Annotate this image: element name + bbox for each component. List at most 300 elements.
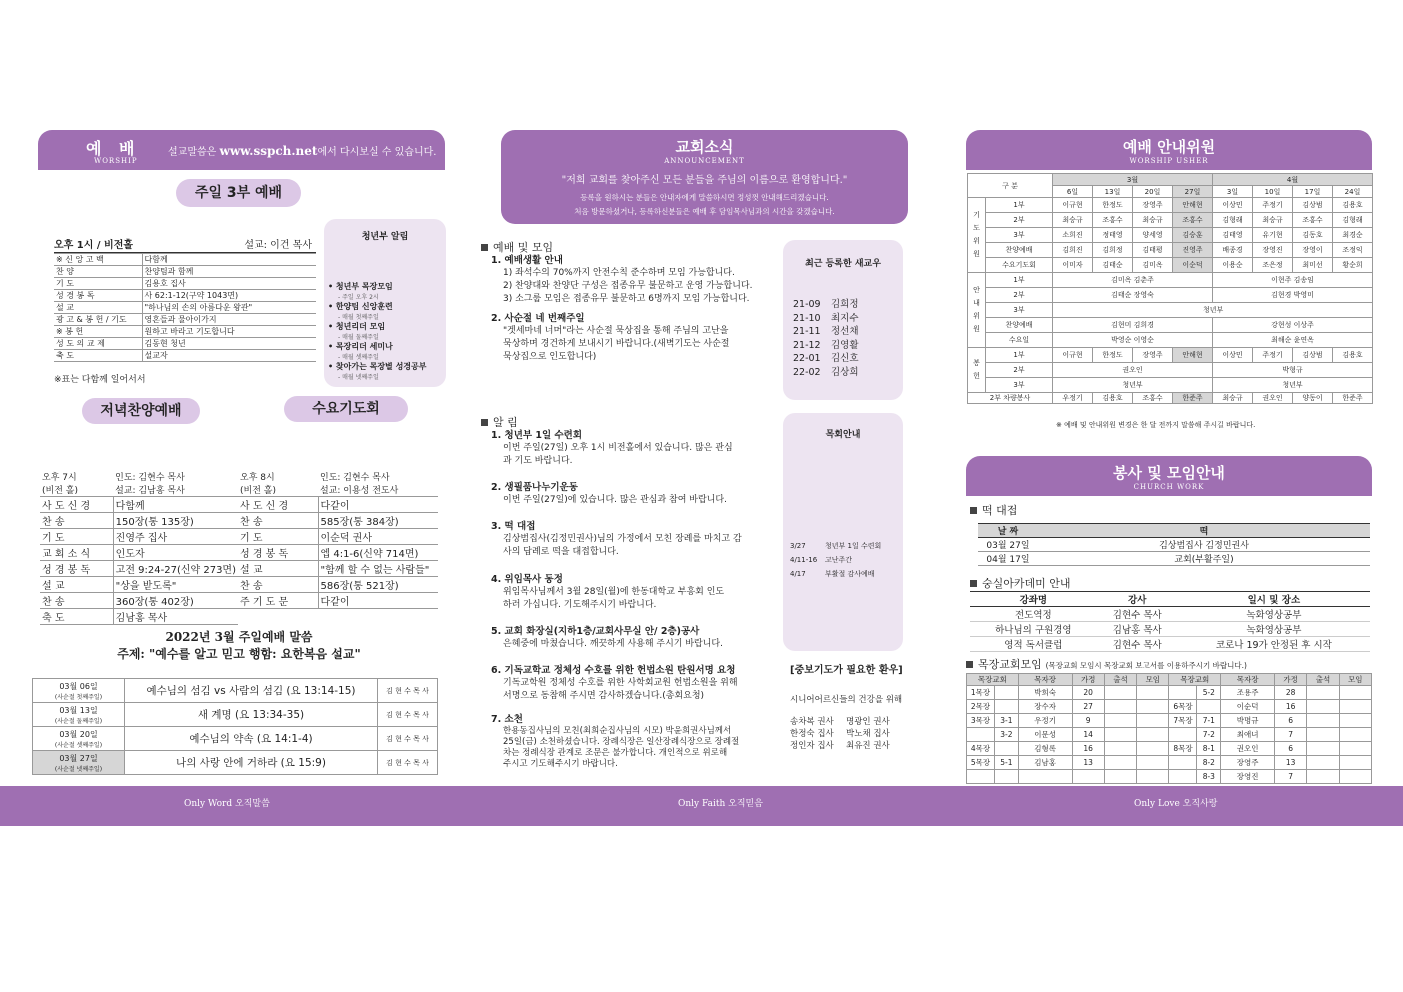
notices-content bbox=[481, 416, 781, 770]
order-label: 성 도 의 교 제 bbox=[54, 338, 142, 350]
cake-section bbox=[970, 502, 1017, 518]
notice-line: 위임목사님께서 3월 28일(월)에 한동대학교 부흥회 인도 bbox=[503, 587, 725, 597]
council-event: 부활절 감사예배 bbox=[825, 570, 875, 578]
notice-line: 25일(금) 소천하셨습니다. 장례식장은 일산장례식장으로 장례절 bbox=[503, 737, 740, 747]
usher-name: 조홍수 bbox=[1133, 393, 1173, 404]
mok-leader: 김남홍 bbox=[1018, 756, 1072, 770]
usher-name: 이규현 bbox=[1053, 348, 1093, 363]
mok-name bbox=[967, 728, 995, 742]
worship-header bbox=[38, 130, 445, 170]
order-value: 엡 4:1-6(신약 714면) bbox=[318, 545, 438, 561]
usher-role: 3부 bbox=[986, 228, 1053, 243]
order-value: 586장(통 521장) bbox=[318, 577, 438, 593]
website-url[interactable]: www.sspch.net bbox=[219, 144, 318, 158]
mok-leader: 박명규 bbox=[1221, 714, 1275, 728]
usher-name: 김미옥 bbox=[1133, 258, 1173, 273]
prayer-name: 정인자 집사 bbox=[790, 741, 834, 751]
mok-meeting bbox=[1137, 700, 1169, 714]
sermon-title: 예수님의 약속 (요 14:1-4) bbox=[125, 727, 378, 751]
mok-family: 6 bbox=[1275, 714, 1307, 728]
sermon-date-sub: (사순절 첫째주일) bbox=[54, 693, 103, 701]
academy-table bbox=[970, 591, 1370, 652]
table-row bbox=[40, 497, 238, 513]
order-value: 진영주 집사 bbox=[113, 529, 238, 545]
academy-cell: 김남홍 목사 bbox=[1097, 622, 1178, 637]
usher-name: 진영주 bbox=[1173, 243, 1213, 258]
usher-name: 안해현 bbox=[1173, 348, 1213, 363]
cake-label: 떡 대접 bbox=[982, 504, 1018, 517]
section-worship-meeting bbox=[481, 241, 781, 254]
usher-name: 안해현 bbox=[1173, 198, 1213, 213]
order-value: 다같이 bbox=[318, 593, 438, 609]
mok-sub: 7-2 bbox=[1197, 728, 1221, 742]
newcomer-box bbox=[783, 240, 903, 400]
cake-row bbox=[978, 538, 1370, 552]
mok-sub: 3-2 bbox=[995, 728, 1019, 742]
mok-family: 7 bbox=[1275, 728, 1307, 742]
notice-line: 차는 정례식장 관계로 조문은 불가합니다. 개인적으로 위로해 bbox=[503, 748, 728, 758]
wednesday-prayer-label: 수요기도회 bbox=[284, 396, 408, 422]
sermon-date-main: 03월 20일 bbox=[59, 729, 98, 739]
usher-name: 강현성 이상주 bbox=[1213, 318, 1373, 333]
newcomer-name: 김희정 bbox=[831, 299, 859, 310]
order-label: 주 기 도 문 bbox=[238, 593, 318, 609]
usher-role: 찬양예배 bbox=[986, 243, 1053, 258]
cake-row bbox=[978, 552, 1370, 566]
academy-section bbox=[970, 575, 1071, 591]
sermon-date-sub: (사순절 둘째주일) bbox=[54, 717, 103, 725]
order-value: "상을 받도록" bbox=[113, 577, 238, 593]
usher-date: 17일 bbox=[1293, 186, 1333, 198]
section-notices bbox=[481, 416, 781, 429]
notice-line: 서명으로 동참해 주시면 감사하겠습니다.(총회요청) bbox=[503, 691, 705, 701]
newcomer-date: 21-12 bbox=[793, 339, 821, 351]
order-value: 다함께 bbox=[142, 254, 316, 266]
youth-notice-sub: - 매월 셋째주일 bbox=[338, 354, 379, 361]
usher-row bbox=[968, 258, 1373, 273]
council-event: 청년부 1일 수련회 bbox=[825, 542, 882, 550]
newcomer-item bbox=[793, 312, 859, 326]
service-header bbox=[966, 456, 1372, 496]
council-date: 4/17 bbox=[790, 570, 806, 578]
mok-family: 27 bbox=[1072, 700, 1104, 714]
worship-title: 예 배 bbox=[86, 139, 141, 158]
usher-name: 한정도 bbox=[1093, 198, 1133, 213]
mok-attend bbox=[1307, 742, 1339, 756]
newcomer-name: 김신호 bbox=[831, 353, 859, 364]
usher-name: 조홍수 bbox=[1093, 213, 1133, 228]
usher-name: 김희진 bbox=[1053, 243, 1093, 258]
usher-date: 10일 bbox=[1253, 186, 1293, 198]
order-label: 설 교 bbox=[238, 561, 318, 577]
usher-table bbox=[967, 173, 1373, 404]
order-value: 고전 9:24-27(신약 273면) bbox=[113, 561, 238, 577]
sermon-date bbox=[33, 727, 125, 751]
order-value: 김용호 집사 bbox=[142, 278, 316, 290]
usher-name: 양동이 bbox=[1293, 393, 1333, 404]
order-label: ※ 봉 헌 bbox=[54, 326, 142, 338]
service-header-row bbox=[238, 470, 438, 483]
usher-name: 김승훈 bbox=[1173, 228, 1213, 243]
news-item-2 bbox=[491, 312, 781, 364]
usher-month: 4월 bbox=[1213, 174, 1373, 186]
newcomer-item bbox=[793, 325, 859, 339]
usher-name: 김형래 bbox=[1333, 213, 1373, 228]
academy-cell: 김현수 목사 bbox=[1097, 607, 1178, 622]
table-row bbox=[54, 254, 316, 266]
item1-line: 1) 좌석수의 70%까지 안전수칙 준수하며 모임 가능합니다. bbox=[503, 268, 735, 278]
order-value: 영혼들과 물아이가지 bbox=[142, 314, 316, 326]
service-leader: 설교: 이용성 전도사 bbox=[320, 486, 399, 496]
notice-title: 4. 위임목사 동정 bbox=[491, 574, 563, 585]
table-row bbox=[54, 338, 316, 350]
mok-name bbox=[1169, 728, 1197, 742]
order-value: 설교자 bbox=[142, 350, 316, 362]
sermon-date-main: 03월 06일 bbox=[59, 681, 98, 691]
usher-role: 2부 bbox=[986, 288, 1053, 303]
youth-notice-list bbox=[328, 281, 446, 381]
usher-header bbox=[966, 130, 1372, 170]
welcome-line3: 처음 방문하셨거나, 등록하신분들은 예배 후 담임목사님과의 시간을 갖겠습니다. bbox=[574, 207, 835, 216]
note-pre: 설교말씀은 bbox=[168, 147, 220, 158]
sermon-title: 나의 사랑 안에 거하라 (요 15:9) bbox=[125, 751, 378, 775]
cake-table bbox=[978, 523, 1370, 566]
usher-row bbox=[968, 378, 1373, 393]
evening-service-table bbox=[40, 470, 238, 625]
mok-header: 출석 bbox=[1104, 674, 1136, 686]
usher-name: 김현경 박영미 bbox=[1213, 288, 1373, 303]
notice-title: 1. 청년부 1일 수련회 bbox=[491, 430, 582, 441]
notice-title: 7. 소천 bbox=[491, 714, 523, 725]
mok-leader: 박희숙 bbox=[1018, 686, 1072, 700]
sermon-title: 새 계명 (요 13:34-35) bbox=[125, 703, 378, 727]
mok-header: 목자장 bbox=[1018, 674, 1072, 686]
mok-meeting bbox=[1137, 686, 1169, 700]
usher-name: 배종경 bbox=[1213, 243, 1253, 258]
youth-notice-box bbox=[324, 219, 446, 387]
month-sermon-theme: 주제: "예수를 알고 믿고 행함: 요한복음 설교" bbox=[117, 647, 361, 661]
usher-name: 청년부 bbox=[1053, 378, 1213, 393]
order-value: 원하고 바라고 기도합니다 bbox=[142, 326, 316, 338]
table-row bbox=[238, 497, 438, 513]
table-row bbox=[40, 577, 238, 593]
newcomer-name: 김상희 bbox=[831, 366, 859, 378]
service3-table bbox=[54, 253, 316, 362]
table-row bbox=[238, 513, 438, 529]
mok-meeting bbox=[1137, 770, 1169, 784]
council-event: 고난주간 bbox=[825, 556, 853, 564]
mok-attend bbox=[1104, 686, 1136, 700]
mok-attend bbox=[1104, 700, 1136, 714]
notice-title: 2. 생필품나누기운동 bbox=[491, 482, 578, 493]
note-post: 에서 다시보실 수 있습니다. bbox=[317, 147, 437, 158]
council-item bbox=[790, 539, 881, 553]
cake-date: 04월 17일 bbox=[978, 552, 1038, 566]
footer-faith: Only Faith 오직믿음 bbox=[678, 799, 763, 809]
mok-attend bbox=[1104, 756, 1136, 770]
item1-line: 3) 소그룹 모임은 접종유무 불문하고 6명까지 모임 가능합니다. bbox=[503, 294, 750, 304]
notice-1 bbox=[491, 429, 781, 468]
prayer-subtitle: 시니어어르신들의 건강을 위해 bbox=[790, 695, 903, 705]
mok-header: 모임 bbox=[1339, 674, 1371, 686]
usher-name: 김형래 bbox=[1213, 213, 1253, 228]
mok-family: 14 bbox=[1072, 728, 1104, 742]
mok-row bbox=[967, 700, 1372, 714]
cake-header: 날 짜 bbox=[978, 524, 1038, 538]
usher-name: 조홍수 bbox=[1173, 213, 1213, 228]
youth-notice-sub: - 매월 첫째주일 bbox=[338, 314, 379, 321]
academy-cell: 김현수 목사 bbox=[1097, 637, 1178, 652]
council-date: 3/27 bbox=[790, 542, 806, 550]
mok-leader: 권오인 bbox=[1221, 742, 1275, 756]
order-value: "하나님의 손의 아름다운 왕관" bbox=[142, 302, 316, 314]
academy-header: 강사 bbox=[1097, 592, 1178, 607]
newcomer-item bbox=[793, 298, 859, 312]
newcomer-item bbox=[793, 366, 859, 380]
youth-notice-sub: - 매월 둘째주일 bbox=[338, 334, 379, 341]
footer-love: Only Love 오직사랑 bbox=[1134, 799, 1218, 809]
table-row bbox=[238, 545, 438, 561]
notice-line: 과 기도 바랍니다. bbox=[503, 456, 573, 466]
wednesday-prayer-table bbox=[238, 470, 438, 609]
order-label: 기 도 bbox=[54, 278, 142, 290]
mok-family: 16 bbox=[1072, 742, 1104, 756]
prayer-name: 최유진 권사 bbox=[846, 741, 890, 751]
newcomer-list bbox=[793, 298, 859, 379]
mok-sub: 8-2 bbox=[1197, 756, 1221, 770]
newcomer-date: 21-11 bbox=[793, 326, 821, 337]
usher-date: 6일 bbox=[1053, 186, 1093, 198]
mok-name: 2목장 bbox=[967, 700, 995, 714]
usher-name: 최승규 bbox=[1133, 213, 1173, 228]
usher-name: 최경순 bbox=[1333, 228, 1373, 243]
mok-family: 28 bbox=[1275, 686, 1307, 700]
mok-leader: 최애녀 bbox=[1221, 728, 1275, 742]
usher-name: 최승규 bbox=[1213, 393, 1253, 404]
mok-sub: 3-1 bbox=[995, 714, 1019, 728]
usher-name: 김상범 bbox=[1293, 348, 1333, 363]
sermon-preacher: 김 현 수 목 사 bbox=[378, 751, 438, 775]
item2-line: 묵상하며 경건하게 보내시기 바랍니다.(새벽기도는 사순절 bbox=[503, 339, 730, 349]
table-row bbox=[54, 314, 316, 326]
sermon-date bbox=[33, 751, 125, 775]
order-value: 찬양팀과 함께 bbox=[142, 266, 316, 278]
sermon-date bbox=[33, 679, 125, 703]
usher-car-row bbox=[968, 393, 1373, 404]
notice-line: 하러 가십니다. 기도해주시기 바랍니다. bbox=[503, 600, 657, 610]
usher-role: 1부 bbox=[986, 273, 1053, 288]
mok-name: 3목장 bbox=[967, 714, 995, 728]
mok-leader: 장영진 bbox=[1221, 770, 1275, 784]
mok-leader bbox=[1018, 770, 1072, 784]
order-label: 설 교 bbox=[40, 577, 113, 593]
newcomer-name: 정선채 bbox=[831, 326, 859, 337]
usher-row bbox=[968, 243, 1373, 258]
mok-note: (목장교회 모임시 목장교회 보고서를 이용하주시기 바랍니다.) bbox=[1045, 661, 1247, 670]
newcomer-name: 최지수 bbox=[831, 312, 859, 324]
mok-attend bbox=[1307, 770, 1339, 784]
mok-row bbox=[967, 756, 1372, 770]
council-date: 4/11-16 bbox=[790, 556, 818, 564]
usher-date: 20일 bbox=[1133, 186, 1173, 198]
council-title: 목회안내 bbox=[825, 430, 861, 440]
mok-attend bbox=[1307, 714, 1339, 728]
order-label: 찬 양 bbox=[54, 266, 142, 278]
mok-label: 목장교회모임 bbox=[978, 658, 1042, 671]
table-row bbox=[54, 266, 316, 278]
notice-6 bbox=[491, 664, 781, 703]
mok-meeting bbox=[1339, 770, 1371, 784]
order-label: 기 도 bbox=[40, 529, 113, 545]
order-value: 다함께 bbox=[113, 497, 238, 513]
mok-header-row bbox=[967, 674, 1372, 686]
service3-header bbox=[54, 236, 316, 253]
mok-header: 목자장 bbox=[1221, 674, 1275, 686]
mok-meeting bbox=[1137, 728, 1169, 742]
order-value: 사 62:1-12(구약 1043면) bbox=[142, 290, 316, 302]
cake-header-row bbox=[978, 524, 1370, 538]
usher-name: 장영이 bbox=[1293, 243, 1333, 258]
usher-name: 최승규 bbox=[1253, 213, 1293, 228]
usher-role: 3부 bbox=[986, 378, 1053, 393]
cake-giver: 교회(부활주일) bbox=[1038, 552, 1370, 566]
footer-word: Only Word 오직말씀 bbox=[184, 799, 270, 809]
mok-name: 6목장 bbox=[1169, 700, 1197, 714]
usher-title: 예배 안내위원 bbox=[1122, 138, 1216, 156]
usher-role: 수요기도회 bbox=[986, 258, 1053, 273]
news-content bbox=[481, 241, 781, 364]
notice-line: 주시고 기도해주시기 바랍니다. bbox=[503, 759, 618, 769]
mok-section bbox=[966, 656, 1247, 672]
order-value: 김동현 청년 bbox=[142, 338, 316, 350]
usher-name: 이순덕 bbox=[1173, 258, 1213, 273]
usher-date: 24일 bbox=[1333, 186, 1373, 198]
usher-row bbox=[968, 333, 1373, 348]
mok-family: 13 bbox=[1275, 756, 1307, 770]
news-header bbox=[501, 130, 908, 224]
order-label: 성 경 봉 독 bbox=[40, 561, 113, 577]
academy-cell: 영적 독서클럽 bbox=[970, 637, 1097, 652]
notice-5 bbox=[491, 625, 781, 651]
sermon-preacher: 김 현 수 목 사 bbox=[378, 727, 438, 751]
mok-header: 목장교회 bbox=[967, 674, 1019, 686]
sermon-date-main: 03월 13일 bbox=[59, 705, 98, 715]
notice-line: 기독교학원 정체성 수호를 위한 사학회교원 헌법소원을 위해 bbox=[503, 678, 738, 688]
usher-name: 김미옥 김춘주 bbox=[1053, 273, 1213, 288]
prayer-item bbox=[790, 716, 890, 728]
sermon-preacher: 김 현 수 목 사 bbox=[378, 679, 438, 703]
worship-note bbox=[168, 143, 436, 158]
sermon-row bbox=[33, 751, 438, 775]
mok-sub: 7-1 bbox=[1197, 714, 1221, 728]
mok-row bbox=[967, 742, 1372, 756]
mok-attend bbox=[1307, 686, 1339, 700]
table-row bbox=[40, 561, 238, 577]
order-value: 585장(통 384장) bbox=[318, 513, 438, 529]
usher-subtitle: WORSHIP USHER bbox=[1129, 157, 1209, 165]
newcomer-date: 21-09 bbox=[793, 299, 821, 310]
order-value: 김남홍 목사 bbox=[113, 609, 238, 625]
service3-preacher: 설교: 이건 목사 bbox=[244, 240, 312, 251]
usher-name: 주정기 bbox=[1253, 348, 1293, 363]
usher-name: 소희진 bbox=[1053, 228, 1093, 243]
usher-gubun: 구 분 bbox=[968, 174, 1053, 198]
notice-7 bbox=[491, 713, 781, 770]
table-row bbox=[40, 593, 238, 609]
mok-sub bbox=[1197, 700, 1221, 714]
academy-row bbox=[970, 607, 1370, 622]
mok-sub: 5-2 bbox=[1197, 686, 1221, 700]
mok-row bbox=[967, 770, 1372, 784]
prayer-name: 명광인 권사 bbox=[846, 717, 890, 727]
mok-sub: 8-1 bbox=[1197, 742, 1221, 756]
usher-name: 이상민 bbox=[1213, 348, 1253, 363]
order-label: ※ 신 앙 고 백 bbox=[54, 254, 142, 266]
order-value: 360장(통 402장) bbox=[113, 593, 238, 609]
youth-notice-text: • 청년부 목장모임 bbox=[328, 282, 393, 291]
usher-row bbox=[968, 318, 1373, 333]
order-label: 축 도 bbox=[54, 350, 142, 362]
mok-meeting bbox=[1339, 714, 1371, 728]
table-row bbox=[40, 545, 238, 561]
council-list bbox=[790, 539, 881, 581]
usher-name: 장영주 bbox=[1133, 348, 1173, 363]
mok-leader: 장수자 bbox=[1018, 700, 1072, 714]
mok-row bbox=[967, 714, 1372, 728]
mok-sub bbox=[995, 686, 1019, 700]
usher-row bbox=[968, 303, 1373, 318]
mok-attend bbox=[1307, 700, 1339, 714]
usher-name: 권오인 bbox=[1053, 363, 1213, 378]
usher-group: 봉헌 bbox=[968, 348, 986, 393]
usher-row bbox=[968, 348, 1373, 363]
usher-row bbox=[968, 273, 1373, 288]
usher-name: 김용호 bbox=[1093, 393, 1133, 404]
notice-3 bbox=[491, 520, 781, 559]
prayer-name: 한정숙 집사 bbox=[790, 729, 834, 739]
mok-header: 가정 bbox=[1275, 674, 1307, 686]
notice-line: 사의 답례로 떡을 대접합니다. bbox=[503, 547, 619, 557]
academy-cell: 녹화영상공부 bbox=[1178, 607, 1370, 622]
mok-leader: 이문성 bbox=[1018, 728, 1072, 742]
table-row bbox=[40, 513, 238, 529]
mok-name bbox=[967, 770, 995, 784]
sermon-title: 예수님의 섬김 vs 사람의 섬김 (요 13:14-15) bbox=[125, 679, 378, 703]
order-label: 사 도 신 경 bbox=[40, 497, 113, 513]
order-value: 다같이 bbox=[318, 497, 438, 513]
youth-notice-text: • 한양팀 신앙훈련 bbox=[328, 302, 393, 311]
news-title: 교회소식 bbox=[675, 138, 734, 156]
notice-2 bbox=[491, 481, 781, 507]
usher-name: 우정기 bbox=[1053, 393, 1093, 404]
item2-title: 2. 사순절 네 번째주일 bbox=[491, 313, 585, 324]
mok-header: 가정 bbox=[1072, 674, 1104, 686]
usher-name: 이현주 김송임 bbox=[1213, 273, 1373, 288]
academy-header-row bbox=[970, 592, 1370, 607]
mok-row bbox=[967, 686, 1372, 700]
academy-cell: 녹화영상공부 bbox=[1178, 622, 1370, 637]
academy-header: 일시 및 장소 bbox=[1178, 592, 1370, 607]
item2-line: "겟세마네 너머"라는 사순절 묵상집을 통해 주님의 고난을 bbox=[503, 326, 729, 336]
usher-role: 1부 bbox=[986, 198, 1053, 213]
usher-row bbox=[968, 213, 1373, 228]
order-label: 설 교 bbox=[54, 302, 142, 314]
newcomer-date: 22-01 bbox=[793, 353, 821, 364]
usher-role: 1부 bbox=[986, 348, 1053, 363]
mok-family: 20 bbox=[1072, 686, 1104, 700]
usher-name: 최승규 bbox=[1053, 213, 1093, 228]
mok-family: 13 bbox=[1072, 756, 1104, 770]
